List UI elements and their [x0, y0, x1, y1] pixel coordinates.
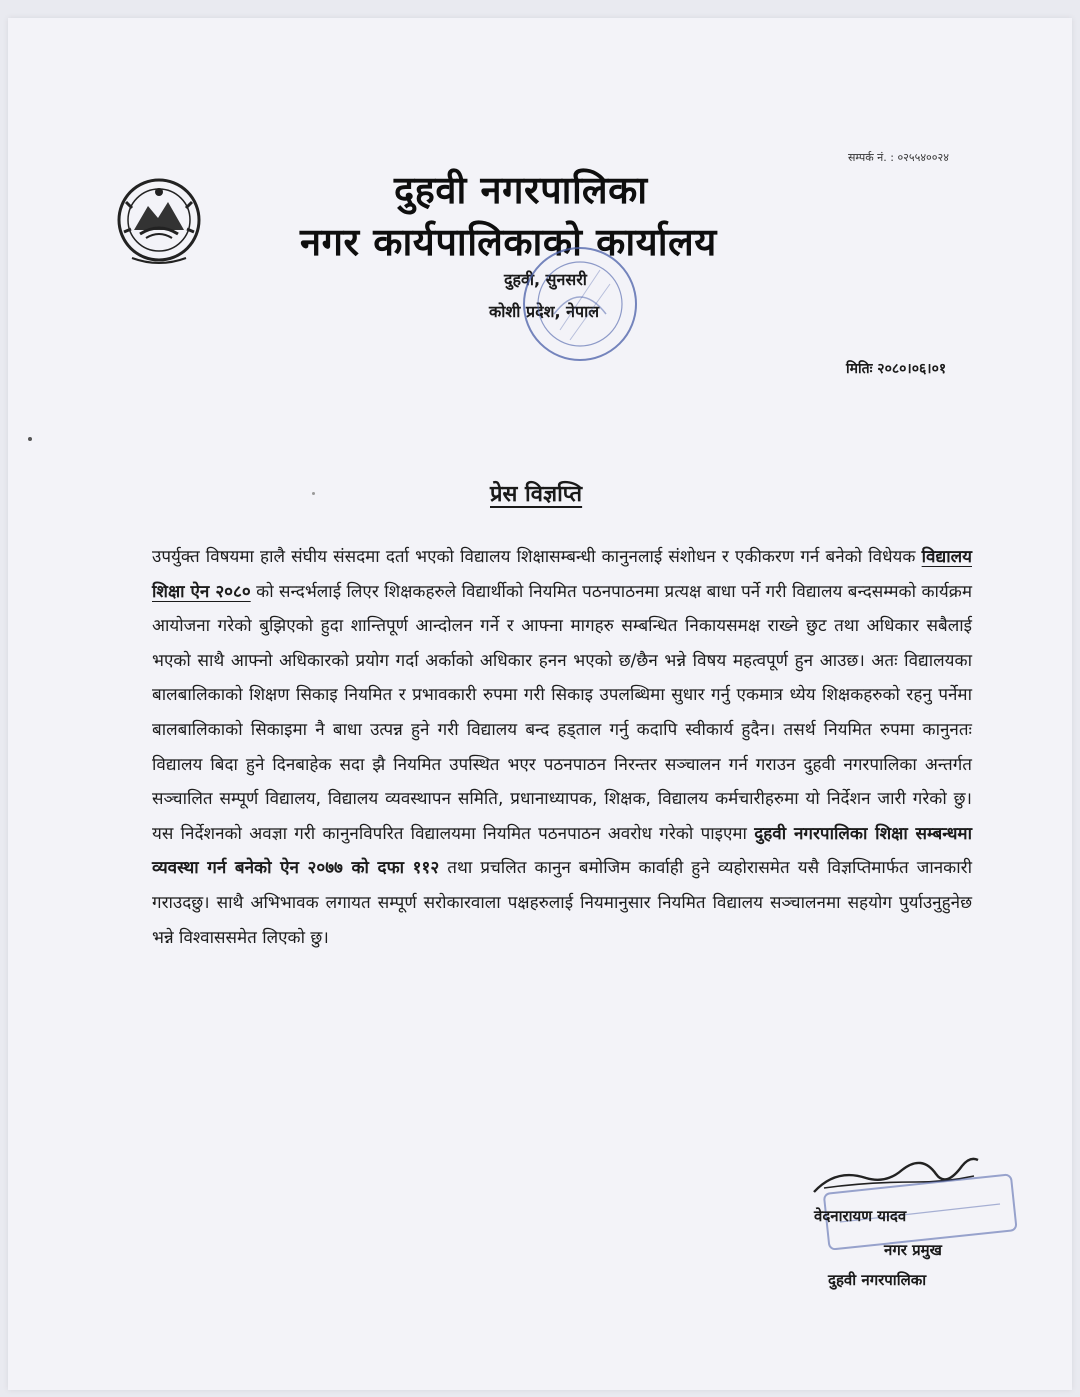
office-seal-stamp: [500, 240, 660, 380]
scan-speck: [312, 492, 315, 495]
body-text-part-3: तथा प्रचलित कानुन बमोजिम कार्वाही हुने व्यहोरासमेत यसै विज्ञप्तिमार्फत जानकारी गराउदछु। साथै अभिभावक लगायत सम्पूर्ण सरोकारवाला पक्षहरुलाई नियमानुसार नियमित विद्यालय सञ्चालनमा सहयोग पुर्याउनुहुनेछ भन्ने विश्वाससमेत लिएको छु।: [152, 858, 972, 948]
signer-title: नगर प्रमुख: [884, 1241, 942, 1259]
press-release-body: [152, 540, 972, 955]
act-name: विद्यालय शिक्षा ऐन २०८०: [152, 547, 972, 602]
municipality-name: दुहवी नगरपालिका: [394, 168, 648, 212]
signer-office: दुहवी नगरपालिका: [828, 1271, 927, 1289]
signer-name: वेदनारायण यादव: [814, 1207, 907, 1225]
body-text-part-2: को सन्दर्भलाई लिएर शिक्षकहरुले विद्यार्थीको नियमित पठनपाठनमा प्रत्यक्ष बाधा पर्ने गरी विद्यालय बन्दसम्मको कार्यक्रम आयोजना गरेको बुझिएको हुदा शान्तिपूर्ण आन्दोलन गर्ने र आफ्ना मागहरु सम्बन्धित निकायसमक्ष राख्ने छुट तथा अधिकार सबैलाई भएको साथै आफ्नो अधिकारको प्रयोग गर्दा अर्काको अधिकार हनन भएको छ/छैन भन्ने विषय महत्वपूर्ण हुन आउछ। अतः विद्यालयका बालबालिकाको शिक्षण सिकाइ नियमित र प्रभावकारी रुपमा गरी सिकाइ उपलब्धिमा सुधार गर्नु एकमात्र ध्येय शिक्षकहरुको रहनु पर्नेमा बालबालिकाको सिकाइमा नै बाधा उत्पन्न हुने गरी विद्यालय बन्द हड्ताल गर्नु कदापि स्वीकार्य हुदैन। तसर्थ नियमित रुपमा कानुनतः विद्यालय बिदा हुने दिनबाहेक सदा झै नियमित उपस्थित भएर पठनपाठन निरन्तर सञ्चालन गर्न गराउन दुहवी नगरपालिका अन्तर्गत सञ्चालित सम्पूर्ण विद्यालय, विद्यालय व्यवस्थापन समिति, प्रधानाध्यापक, शिक्षक, विद्यालय कर्मचारीहरुमा यो निर्देशन जारी गरेको छु। यस निर्देशनको अवज्ञा गरी कानुनविपरित विद्यालयमा नियमित पठनपाठन अवरोध गरेको पाइएमा: [152, 581, 972, 844]
address-line-2: कोशी प्रदेश, नेपाल: [489, 302, 600, 321]
law-reference: दुहवी नगरपालिका शिक्षा सम्बन्धमा व्यवस्था गर्न बनेको ऐन २०७७ को दफा ११२: [152, 823, 972, 879]
municipality-emblem: [112, 172, 206, 268]
office-name: नगर कार्यपालिकाको कार्यालय: [300, 220, 717, 264]
body-text-part-1: उपर्युक्त विषयमा हालै संघीय संसदमा दर्ता भएको विद्यालय शिक्षासम्बन्धी कानुनलाई संशोधन र एकीकरण गर्न बनेको विधेयक: [152, 547, 922, 567]
issue-date: मितिः २०८०।०६।०१: [846, 361, 947, 377]
scan-speck: [28, 437, 32, 441]
document-title: प्रेस विज्ञप्ति: [490, 482, 583, 507]
contact-number: सम्पर्क नं. : ०२५५४००२४: [848, 151, 949, 164]
address-line-1: दुहवी, सुनसरी: [504, 270, 587, 289]
